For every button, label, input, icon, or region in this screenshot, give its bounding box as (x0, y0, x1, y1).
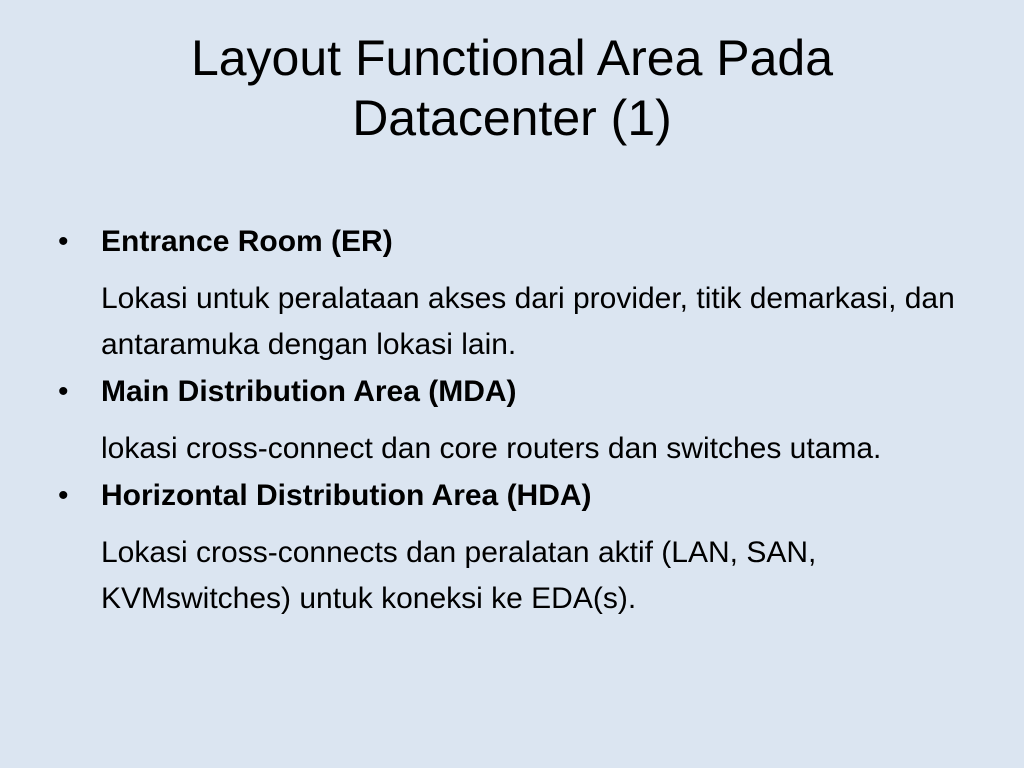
list-item-main-distribution-area (58, 372, 968, 472)
bullet-heading-text: Entrance Room (ER) (101, 225, 393, 258)
bullet-dot-icon: • (58, 375, 69, 408)
bullet-description: lokasi cross-connect dan core routers dan switches utama. (101, 432, 882, 465)
bullet-list (58, 222, 968, 626)
slide-title-line-2: Datacenter (1) (352, 90, 672, 146)
bullet-dot-icon: • (58, 479, 69, 512)
bullet-heading (58, 476, 968, 516)
slide-title-line-1: Layout Functional Area Pada (190, 30, 834, 86)
bullet-heading (58, 372, 968, 412)
bullet-heading-text: Main Distribution Area (MDA) (101, 375, 517, 408)
list-item-horizontal-distribution-area (58, 476, 968, 622)
bullet-heading (58, 222, 968, 262)
bullet-description: Lokasi untuk peralataan akses dari provider, titik demarkasi, dan antaramuka dengan lokasi lain. (101, 282, 955, 361)
list-item-entrance-room (58, 222, 968, 368)
slide-title (60, 28, 964, 148)
bullet-description: Lokasi cross-connects dan peralatan aktif (LAN, SAN, KVMswitches) untuk koneksi ke EDA(s). (101, 536, 817, 615)
bullet-heading-text: Horizontal Distribution Area (HDA) (101, 479, 592, 512)
bullet-dot-icon: • (58, 225, 69, 258)
